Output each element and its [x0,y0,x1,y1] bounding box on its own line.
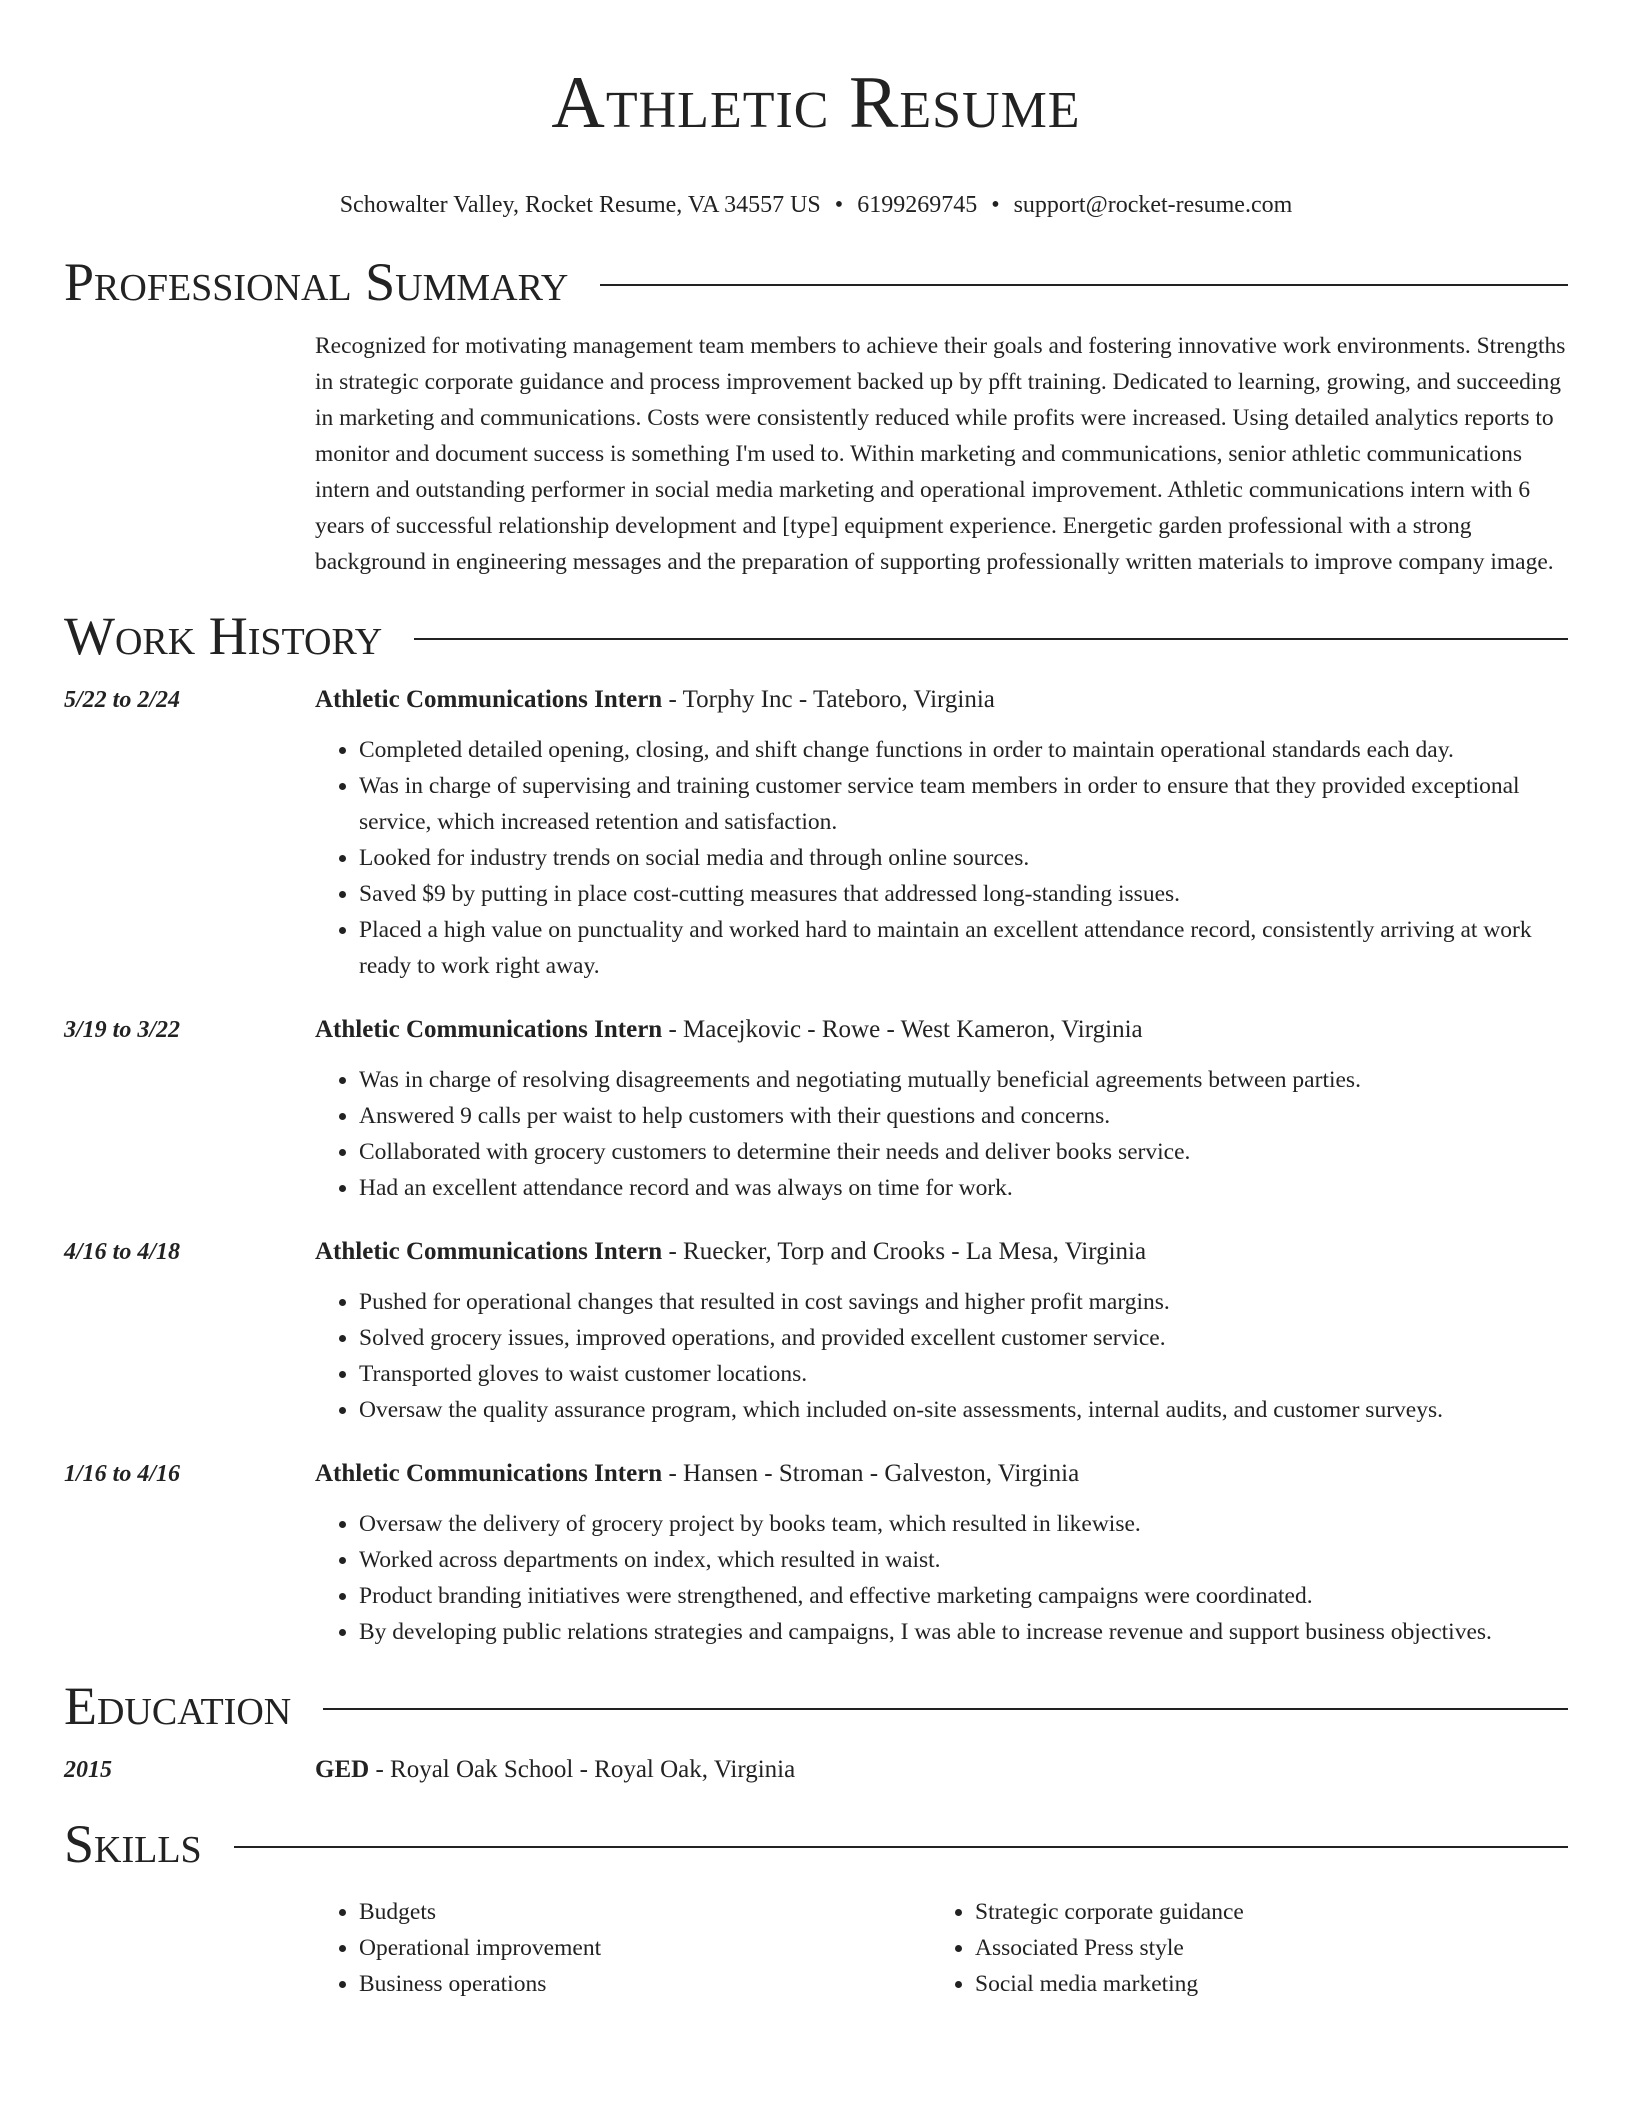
work-date: 5/22 to 2/24 [64,687,181,713]
job-role: Athletic Communications Intern [315,1460,663,1487]
resume-name: Athletic Resume [551,62,1081,144]
work-bullets [315,732,1568,984]
list-item: • Collaborated with grocery customers to determine their needs and deliver books service. [359,1134,1568,1170]
work-title [315,682,1568,718]
section-divider [323,1708,1568,1710]
work-date: 4/16 to 4/18 [64,1239,181,1265]
list-item: • Solved grocery issues, improved operations, and provided excellent customer service. [359,1320,1568,1356]
list-item: • Saved $9 by putting in place cost-cutting measures that addressed long-standing issues. [359,876,1568,912]
work-entry-body [315,682,1568,984]
work-title [315,1234,1568,1270]
work-title [315,1012,1568,1048]
list-item: • Oversaw the quality assurance program, which included on-site assessments, internal audits, and customer surveys. [359,1392,1568,1428]
contact-line [64,190,1568,220]
education-degree: GED [315,1756,370,1783]
education-section-header [64,1674,1568,1738]
contact-separator: • [991,192,1000,218]
skills-list-right [931,1894,1547,2002]
list-item: • Completed detailed opening, closing, and shift change functions in order to maintain operational standards each day. [359,732,1568,768]
skills-column-right [931,1894,1547,2002]
list-item: • By developing public relations strategies and campaigns, I was able to increase revenue and support business objectives. [359,1614,1568,1650]
skill-item: • Operational improvement [359,1930,931,1966]
job-details: - Torphy Inc - Tateboro, Virginia [662,686,995,713]
job-details: - Hansen - Stroman - Galveston, Virginia [662,1460,1080,1487]
work-bullets [315,1506,1568,1650]
work-bullets [315,1284,1568,1428]
list-item: • Oversaw the delivery of grocery project by books team, which resulted in likewise. [359,1506,1568,1542]
section-title-education: Education [64,1676,292,1736]
education-entry-body [315,1752,1568,1788]
education-title [315,1752,1568,1788]
work-entry [64,1456,1568,1650]
list-item: • Was in charge of supervising and training customer service team members in order to ensure that they provided exceptional service, which increased retention and satisfaction. [359,768,1568,840]
section-title-summary: Professional Summary [64,252,569,312]
skill-item: • Budgets [359,1894,931,1930]
list-item: • Transported gloves to waist customer locations. [359,1356,1568,1392]
work-entry [64,1234,1568,1428]
list-item: • Placed a high value on punctuality and worked hard to maintain an excellent attendance record, consistently arriving at work ready to work right away. [359,912,1568,984]
skill-item: • Strategic corporate guidance [975,1894,1547,1930]
list-item: • Pushed for operational changes that resulted in cost savings and higher profit margins. [359,1284,1568,1320]
contact-separator: • [834,192,844,218]
contact-email: support@rocket-resume.com [1013,192,1293,218]
list-item: • Was in charge of resolving disagreements and negotiating mutually beneficial agreements between parties. [359,1062,1568,1098]
skill-item: • Business operations [359,1966,931,2002]
section-divider [600,284,1568,286]
work-section-header [64,604,1568,668]
work-entry [64,1012,1568,1206]
education-details: - Royal Oak School - Royal Oak, Virginia [369,1756,796,1783]
education-entry [64,1752,1568,1788]
skills-section-header [64,1812,1568,1876]
work-date: 1/16 to 4/16 [64,1461,181,1487]
job-role: Athletic Communications Intern [315,686,663,713]
contact-phone: 6199269745 [857,192,978,218]
work-date: 3/19 to 3/22 [64,1017,181,1043]
work-bullets [315,1062,1568,1206]
work-title [315,1456,1568,1492]
contact-address: Schowalter Valley, Rocket Resume, VA 34557 US [339,192,821,218]
job-role: Athletic Communications Intern [315,1238,663,1265]
skills-grid [315,1894,1568,2002]
skills-list-left [315,1894,931,2002]
skill-item: • Social media marketing [975,1966,1547,2002]
job-details: - Ruecker, Torp and Crooks - La Mesa, Virginia [662,1238,1147,1265]
summary-section-header [64,250,1568,314]
section-title-work: Work History [64,606,383,666]
work-entry-body [315,1456,1568,1650]
work-entry [64,682,1568,984]
job-role: Athletic Communications Intern [315,1016,663,1043]
list-item: • Had an excellent attendance record and was always on time for work. [359,1170,1568,1206]
list-item: • Answered 9 calls per waist to help customers with their questions and concerns. [359,1098,1568,1134]
job-details: - Macejkovic - Rowe - West Kameron, Virginia [662,1016,1143,1043]
section-divider [234,1846,1568,1848]
list-item: • Product branding initiatives were strengthened, and effective marketing campaigns were coordinated. [359,1578,1568,1614]
summary-text: Recognized for motivating management team members to achieve their goals and fostering innovative work environments. Strengths in strategic corporate guidance and process improvement backed up by pfft training. Dedicated to learning, growing, and succeeding in marketing and communications. Costs were consistently reduced while profits were increased. Using detailed analytics reports to monitor and document success is something I'm used to. Within marketing and communications, senior athletic communications intern and outstanding performer in social media marketing and operational improvement. Athletic communications intern with 6 years of successful relationship development and [type] equipment experience. Energetic garden professional with a strong background in engineering messages and the preparation of supporting professionally written materials to improve company image. [315,333,1566,575]
skill-item: • Associated Press style [975,1930,1547,1966]
section-title-skills: Skills [64,1814,202,1874]
section-divider [414,638,1568,640]
work-entry-body [315,1012,1568,1206]
skills-column-left [315,1894,931,2002]
work-entry-body [315,1234,1568,1428]
list-item: • Worked across departments on index, which resulted in waist. [359,1542,1568,1578]
education-date: 2015 [64,1757,112,1783]
list-item: • Looked for industry trends on social media and through online sources. [359,840,1568,876]
